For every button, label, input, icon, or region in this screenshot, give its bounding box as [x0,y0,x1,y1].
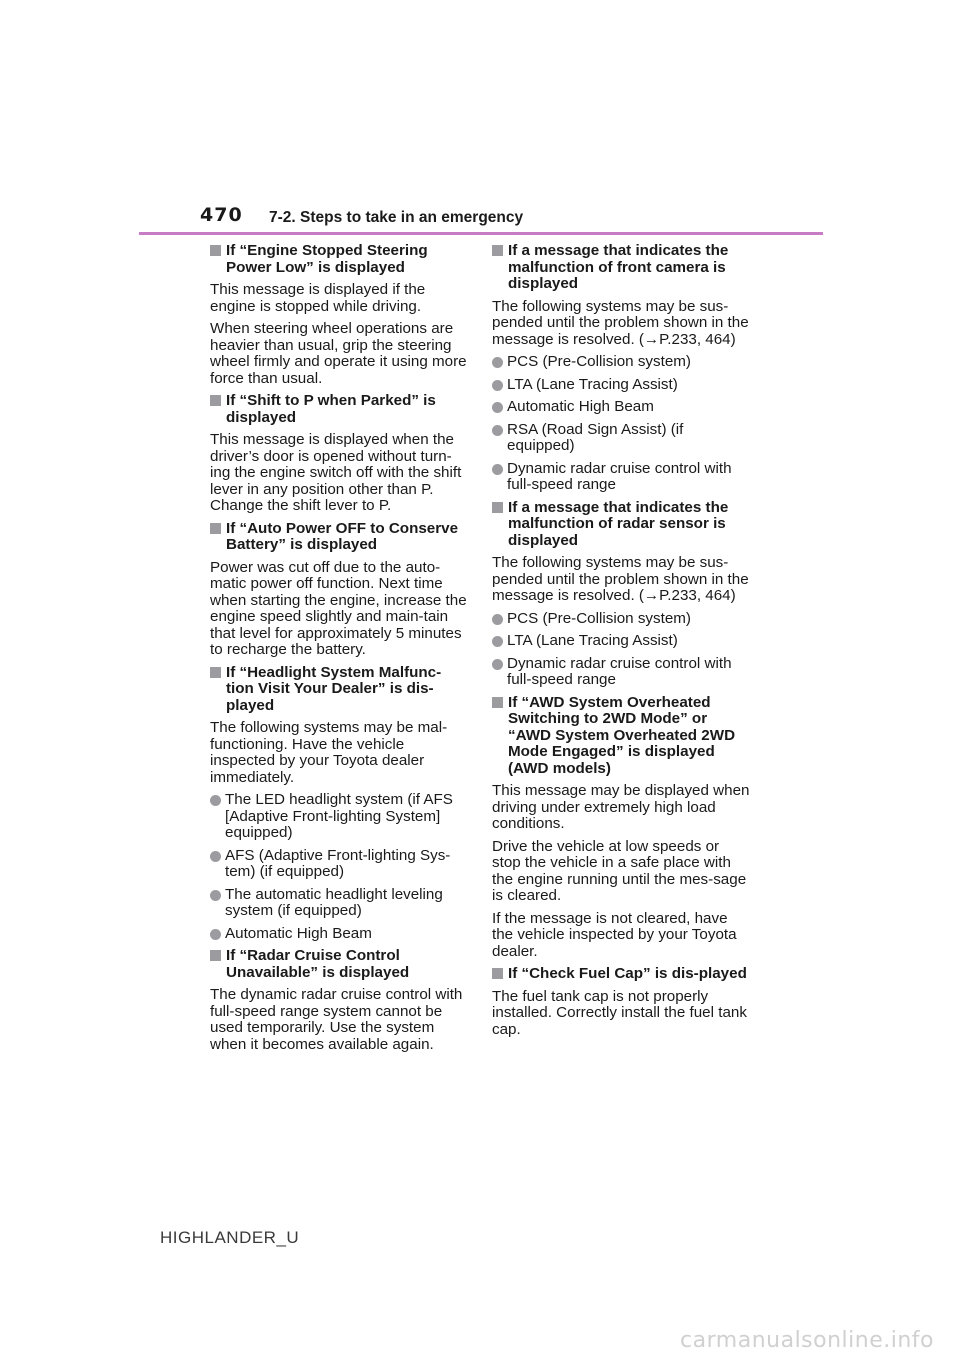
bullet-dot-icon [210,851,221,862]
bullet-item [492,656,750,689]
paragraph: The following systems may be mal-functioning. Have the vehicle inspected by your Toyota dealer immediately. [210,719,448,786]
subheading-text: If “Engine Stopped Steering Power Low” is displayed [226,242,428,276]
bullet-text: The automatic headlight leveling system (if equipped) [225,885,443,919]
subheading-text: If “Check Fuel Cap” is dis-played [508,965,747,982]
subheading-text: If “Radar Cruise Control Unavailable” is displayed [226,947,410,981]
subheading [210,521,468,554]
bullet-item [492,461,750,494]
subheading-text: If “Shift to P when Parked” is displayed [226,392,436,426]
subheading [210,243,468,276]
bullet-item [210,887,468,920]
bullet-item [492,611,750,628]
bullet-dot-icon [492,380,503,391]
bullet-text: Dynamic radar cruise control with full-speed range [507,654,732,688]
bullet-text: Automatic High Beam [225,924,372,942]
square-marker-icon [210,950,221,961]
subheading-text: If a message that indicates the malfunction of radar sensor is displayed [508,498,729,549]
paragraph: Power was cut off due to the auto-matic power off function. Next time when starting the engine, increase the engine speed slightly and main-tain that level for approximately 5 minutes to recharge the battery. [210,558,467,658]
square-marker-icon [210,245,221,256]
bullet-item [492,399,750,416]
bullet-dot-icon [492,425,503,436]
subheading [210,948,468,981]
paragraph: This message is displayed if the engine is stopped while driving. [210,281,426,315]
subheading [210,393,468,426]
bullet-text: PCS (Pre-Collision system) [507,609,691,627]
left-column [210,243,468,1059]
subheading-text: If a message that indicates the malfunction of front camera is displayed [508,242,729,292]
bullet-dot-icon [210,929,221,940]
square-marker-icon [210,395,221,406]
right-column [492,243,750,1044]
bullet-dot-icon [492,636,503,647]
bullet-dot-icon [210,795,221,806]
page-number: 470 [200,204,243,226]
bullet-dot-icon [492,614,503,625]
square-marker-icon [492,245,503,256]
subheading-text: If “Headlight System Malfunc-tion Visit Your Dealer” is dis-played [226,663,442,714]
paragraph: The fuel tank cap is not properly installed. Correctly install the fuel tank cap. [492,987,747,1038]
bullet-text: LTA (Lane Tracing Assist) [507,375,678,393]
bullet-text: Automatic High Beam [507,398,654,415]
bullet-text: PCS (Pre-Collision system) [507,353,691,370]
paragraph: The following systems may be sus-pended until the problem shown in the message is resolved. (→P.233, 464) [492,554,749,604]
paragraph: This message is displayed when the driver’s door is opened without turn-ing the engine switch off with the shift lever in any position other than P. Change the shift lever to P. [210,431,462,514]
square-marker-icon [492,968,503,979]
subheading [492,243,750,293]
bullet-item [210,926,468,943]
bullet-dot-icon [492,464,503,475]
bullet-text: LTA (Lane Tracing Assist) [507,632,678,649]
bullet-dot-icon [492,402,503,413]
bullet-dot-icon [210,890,221,901]
paragraph: When steering wheel operations are heavier than usual, grip the steering wheel firmly and operate it using more force than usual. [210,320,467,387]
square-marker-icon [492,697,503,708]
square-marker-icon [492,502,503,513]
subheading-text: If “Auto Power OFF to Conserve Battery” is displayed [226,519,459,553]
section-title: 7-2. Steps to take in an emergency [269,209,524,226]
bullet-text: RSA (Road Sign Assist) (if equipped) [507,420,684,454]
subheading-text: If “AWD System Overheated Switching to 2WD Mode” or “AWD System Overheated 2WD Mode Engaged” is displayed (AWD models) [508,693,736,777]
footer-model: HIGHLANDER_U [160,1228,300,1247]
bullet-item [210,848,468,881]
subheading [492,500,750,550]
bullet-item [492,633,750,650]
subheading [210,665,468,715]
bullet-item [492,354,750,371]
bullet-item [492,377,750,394]
paragraph: Drive the vehicle at low speeds or stop the vehicle in a safe place with the engine running until the mes-sage is cleared. [492,837,747,904]
square-marker-icon [210,523,221,534]
paragraph: This message may be displayed when driving under extremely high load conditions. [492,782,750,832]
bullet-item [492,422,750,455]
bullet-text: AFS (Adaptive Front-lighting Sys-tem) (if equipped) [225,846,451,880]
header-rule [139,232,823,235]
subheading [492,966,750,983]
watermark: carmanualsonline.info [680,1328,934,1353]
paragraph: If the message is not cleared, have the vehicle inspected by your Toyota dealer. [492,909,737,960]
paragraph: The following systems may be sus-pended until the problem shown in the message is resolved. (→P.233, 464) [492,297,749,348]
bullet-item [210,792,468,842]
bullet-dot-icon [492,659,503,670]
bullet-text: Dynamic radar cruise control with full-speed range [507,459,732,493]
subheading [492,695,750,778]
paragraph: The dynamic radar cruise control with full-speed range system cannot be used temporarily. Use the system when it becomes available again. [210,986,463,1053]
square-marker-icon [210,667,221,678]
bullet-text: The LED headlight system (if AFS [Adaptive Front-lighting System] equipped) [225,791,453,841]
bullet-dot-icon [492,357,503,368]
